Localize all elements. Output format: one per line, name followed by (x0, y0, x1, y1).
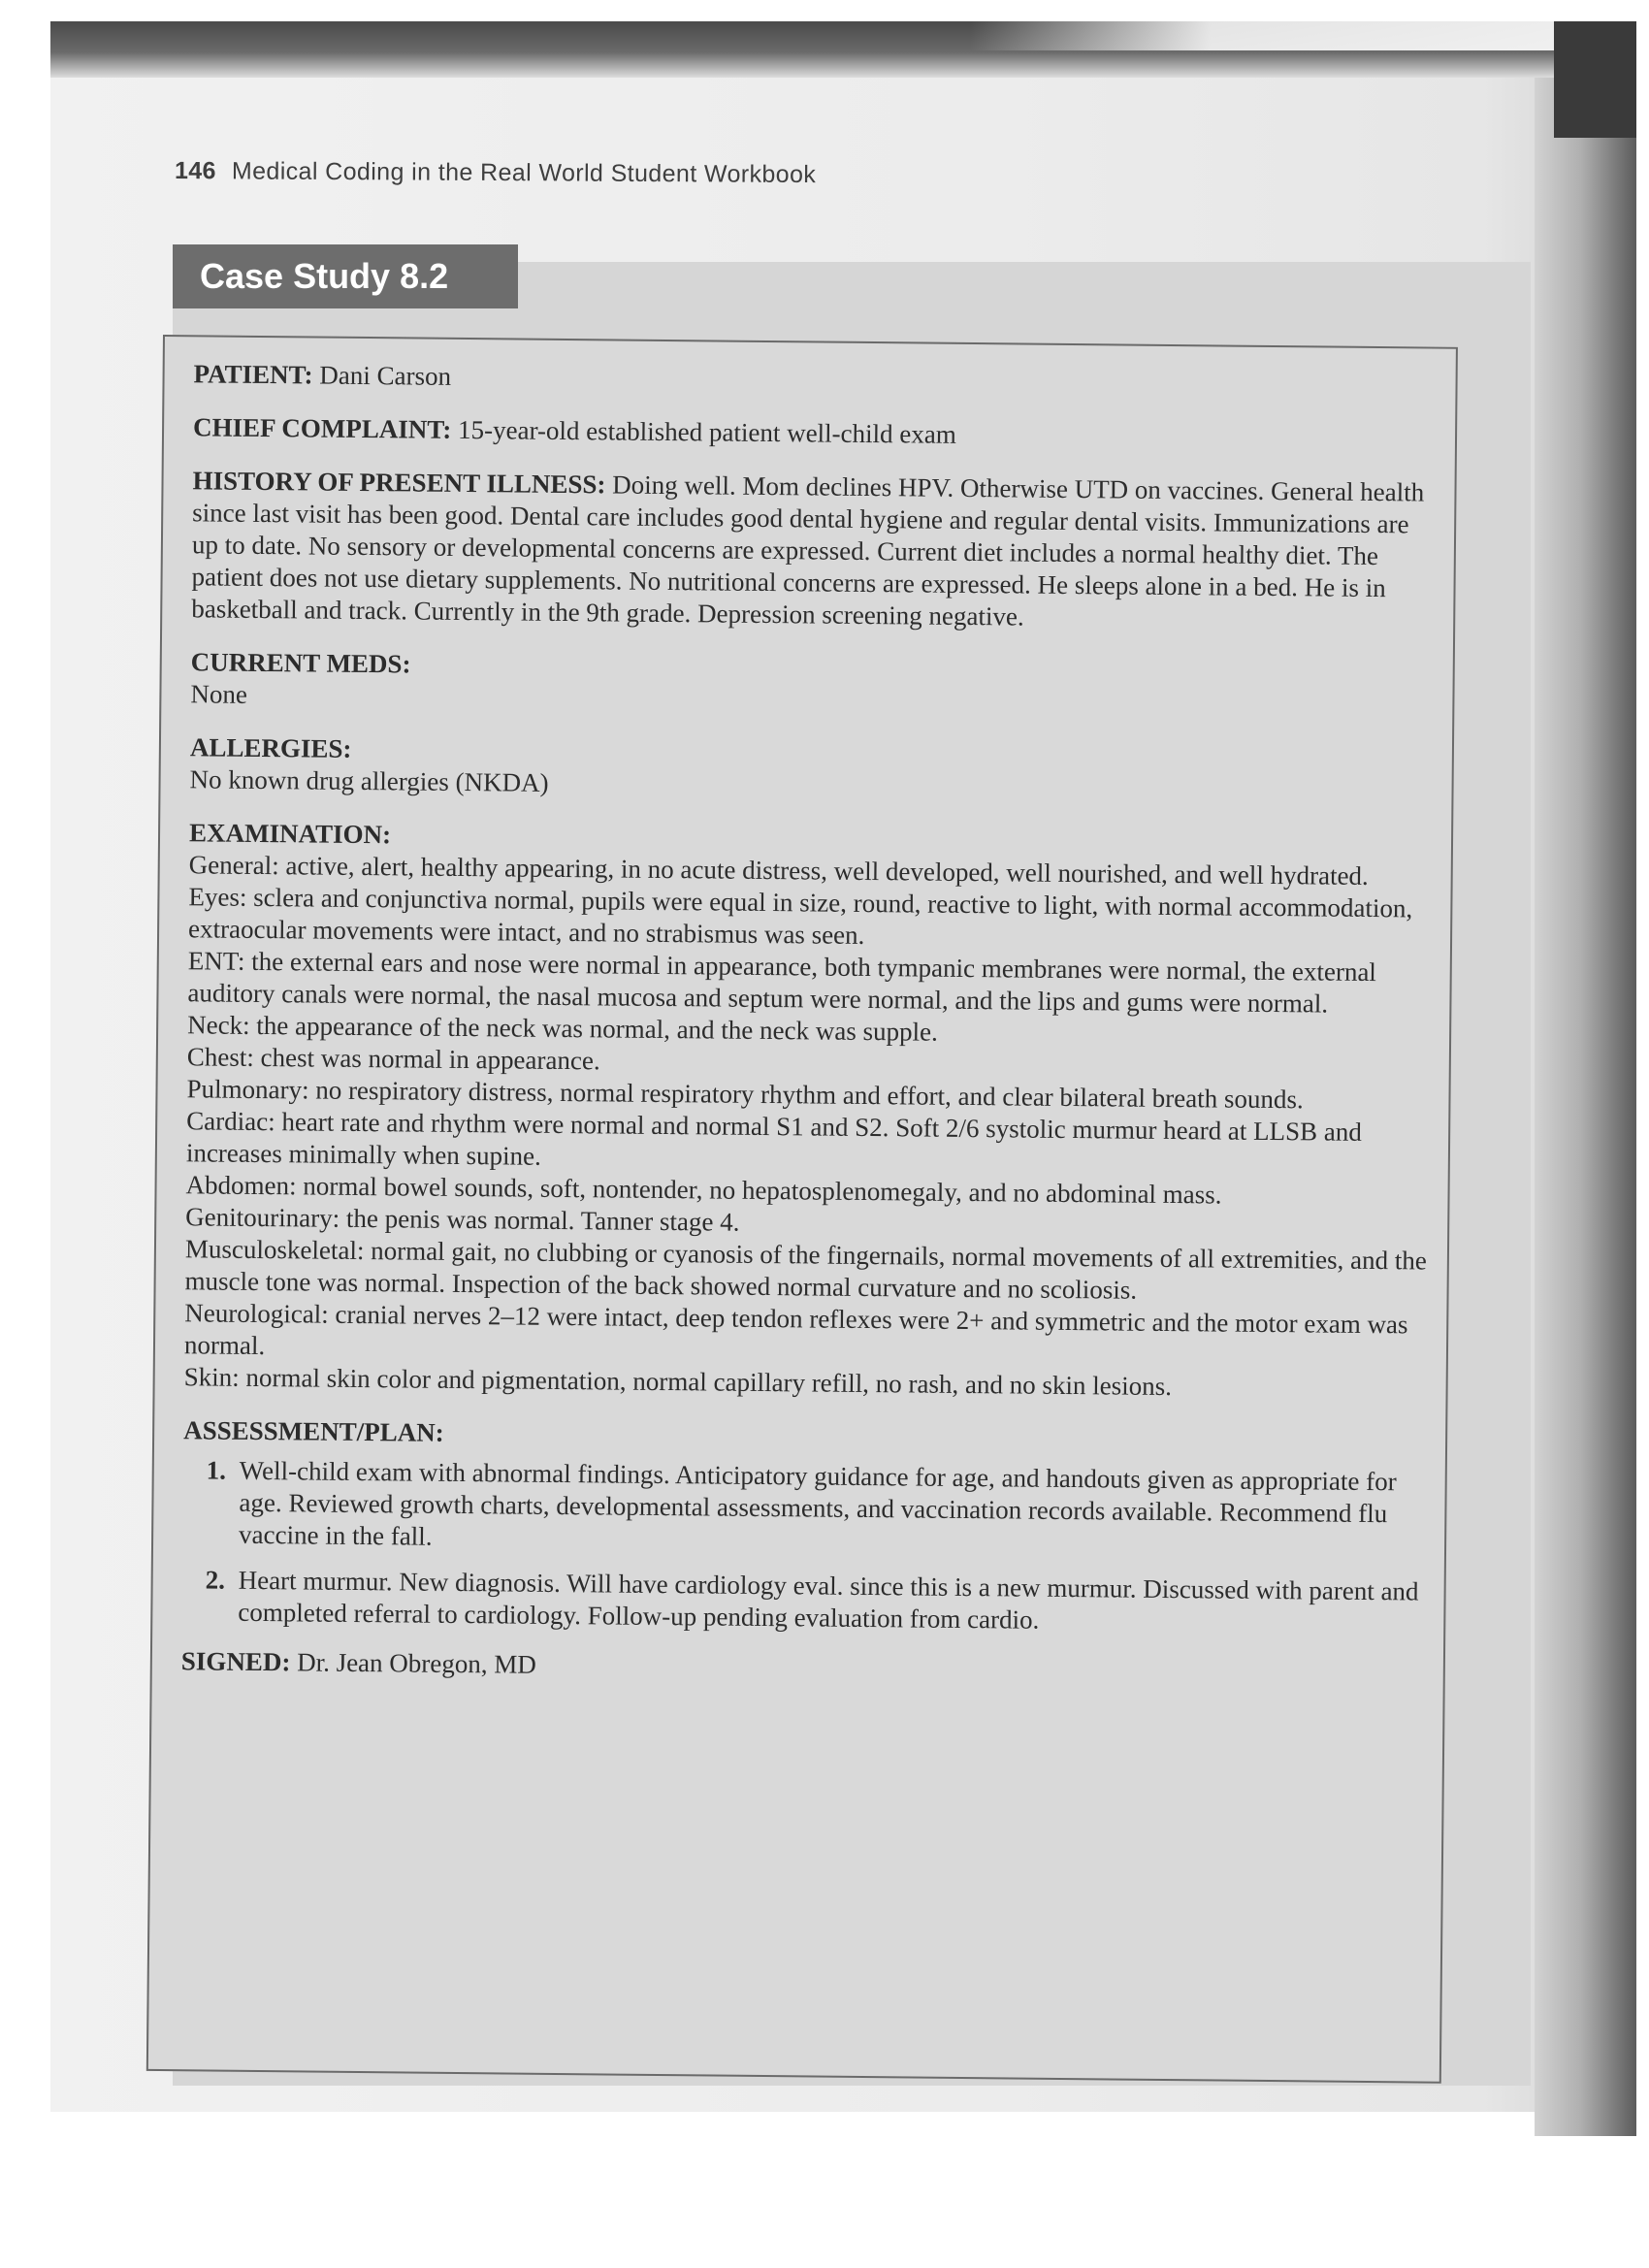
exam-chest: Chest: chest was normal in appearance. (186, 1042, 600, 1076)
examination-label: EXAMINATION: (188, 818, 392, 850)
book-spine-shadow (1535, 21, 1636, 2136)
signed-label: SIGNED: (180, 1646, 291, 1677)
plan-item (206, 1454, 1430, 1562)
plan-item-number: 1. (206, 1455, 227, 1485)
plan-item-text: Well-child exam with abnormal findings. Anticipatory guidance for age, and handouts given as appropriate for age. Reviewed growth charts, developmental assessments, and vaccination records available. Recommend flu vaccine in the fall. (238, 1455, 1397, 1551)
allergies-value: No known drug allergies (NKDA) (189, 764, 549, 797)
patient-field (193, 358, 1439, 402)
case-study-title: Case Study 8.2 (173, 244, 518, 308)
allergies-field (189, 731, 1437, 807)
page-number: 146 (174, 157, 217, 185)
exam-skin: Skin: normal skin color and pigmentation, normal capillary refill, no rash, and no skin lesions. (183, 1362, 1173, 1402)
exam-general: General: active, alert, healthy appearing, in no acute distress, well developed, well nourished, and well hydrated. (188, 850, 1369, 891)
exam-abdomen: Abdomen: normal bowel sounds, soft, nontender, no hepatosplenomegaly, and no abdominal mass. (185, 1170, 1222, 1210)
scan-corner-shadow (1554, 21, 1636, 138)
current-meds-value: None (190, 679, 248, 709)
examination-section (184, 817, 1437, 1405)
exam-neurological: Neurological: cranial nerves 2–12 were intact, deep tendon reflexes were 2+ and symmetric and the motor exam was normal. (183, 1298, 1408, 1361)
chief-complaint-value: 15-year-old established patient well-child exam (457, 414, 956, 449)
scan-top-highlight (970, 21, 1571, 50)
current-meds-field (190, 646, 1438, 722)
exam-neck: Neck: the appearance of the neck was normal, and the neck was supple. (187, 1010, 938, 1047)
plan-item-number: 2. (205, 1565, 226, 1595)
hpi-label: HISTORY OF PRESENT ILLNESS: (192, 466, 606, 500)
hpi-value: Doing well. Mom declines HPV. Otherwise UTD on vaccines. General health since last visit has been good. Dental care includes good dental hygiene and regular dental visits. Immunizations are up to date. No sensory or developmental concerns are expressed. Current diet includes a normal healthy diet. The patient does not use dietary supplements. No nutritional concerns are expressed. He sleeps alone in a bed. He is in basketball and track. Currently in the 9th grade. Depression screening negative. (191, 470, 1425, 632)
case-study-content (181, 358, 1440, 1710)
book-title: Medical Coding in the Real World Student Workbook (231, 157, 817, 189)
exam-eyes: Eyes: sclera and conjunctiva normal, pupils were equal in size, round, reactive to light, with normal accommodation, extraocular movements were intact, and no strabismus was seen. (187, 882, 1413, 950)
signed-field (181, 1645, 1428, 1689)
assessment-plan-label: ASSESSMENT/PLAN: (183, 1415, 444, 1447)
chief-complaint-label: CHIEF COMPLAINT: (192, 412, 452, 444)
patient-value: Dani Carson (319, 360, 452, 391)
allergies-label: ALLERGIES: (189, 732, 352, 763)
running-header (175, 157, 816, 189)
current-meds-label: CURRENT MEDS: (190, 647, 411, 679)
chief-complaint-field (193, 411, 1439, 455)
exam-musculoskeletal: Musculoskeletal: normal gait, no clubbing or cyanosis of the fingernails, normal movements of all extremities, and the muscle tone was normal. Inspection of the back showed normal curvature and no scoliosis. (184, 1234, 1427, 1305)
patient-label: PATIENT: (193, 359, 313, 390)
assessment-plan-section (181, 1414, 1430, 1639)
plan-item (205, 1564, 1429, 1639)
exam-ent: ENT: the external ears and nose were normal in appearance, both tympanic membranes were normal, the external auditory canals were normal, the nasal mucosa and septum were normal, and the lips and gums were normal. (187, 946, 1377, 1019)
hpi-field (191, 465, 1439, 636)
plan-item-text: Heart murmur. New diagnosis. Will have cardiology eval. since this is a new murmur. Discussed with parent and completed referral to cardiology. Follow-up pending evaluation from cardio. (238, 1565, 1419, 1635)
exam-pulmonary: Pulmonary: no respiratory distress, normal respiratory rhythm and effort, and clear bilateral breath sounds. (186, 1074, 1304, 1115)
exam-cardiac: Cardiac: heart rate and rhythm were normal and normal S1 and S2. Soft 2/6 systolic murmur heard at LLSB and increases minimally when supine. (185, 1106, 1363, 1171)
signed-value: Dr. Jean Obregon, MD (297, 1647, 537, 1679)
case-study-box (146, 335, 1458, 2084)
assessment-plan-list (181, 1454, 1430, 1639)
exam-genitourinary: Genitourinary: the penis was normal. Tanner stage 4. (185, 1202, 740, 1237)
